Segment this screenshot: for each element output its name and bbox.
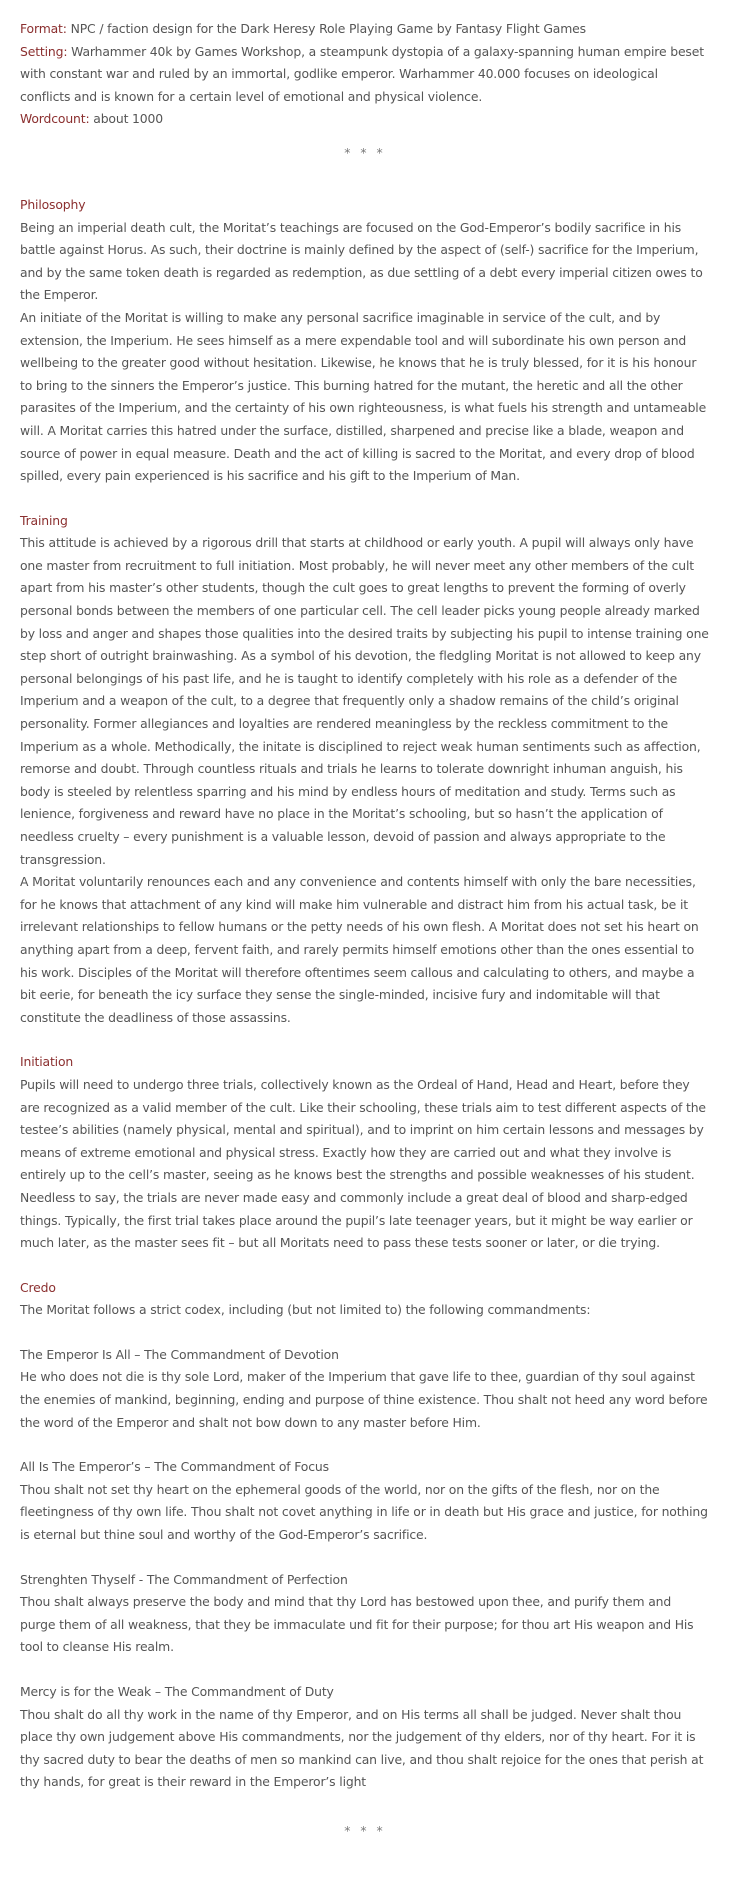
commandment-text: He who does not die is thy sole Lord, maker of the Imperium that gave life to thee, guardian of thy soul against the enemies of mankind, beginning, ending and purpose of thine existence. Thou shalt not heed any word before the word of the Emperor and shalt not bow down to any master before Him. [20, 1369, 708, 1430]
heading-philosophy: Philosophy [20, 196, 86, 212]
philosophy-paragraph: An initiate of the Moritat is willing to make any personal sacrifice imaginable in service of the cult, and by extension, the Imperium. He sees himself as a mere expendable tool and will subordinate his own person and wellbeing to the greater good without hesitation. Likewise, he knows that he is truly blessed, for it is his honour to bring to the sinners the Emperor’s justice. This burning hatred for the mutant, the heretic and all the other parasites of the Imperium, and the certainty of his own righteousness, is what fuels his strength and untameable will. A Moritat carries this hatred under the surface, distilled, sharpened and precise like a blade, weapon and source of power in equal measure. Death and the act of killing is sacred to the Moritat, and every drop of blood spilled, every pain experienced is his sacrifice and his gift to the Imperium of Man. [20, 309, 707, 484]
meta-block [20, 18, 710, 176]
format-line [20, 18, 710, 41]
commandment-perfection [20, 1569, 710, 1659]
philosophy-paragraph: Being an imperial death cult, the Moritat’s teachings are focused on the God-Emperor’s bodily sacrifice in his battle against Horus. As such, their doctrine is mainly defined by the aspect of (self-) sacrifice for the Imperium, and by the same token death is regarded as redemption, as due settling of a debt every imperial citizen owes to the Emperor. [20, 219, 703, 303]
section-philosophy [20, 194, 710, 488]
commandment-devotion [20, 1344, 710, 1434]
training-paragraph: A Moritat voluntarily renounces each and any convenience and contents himself with only the bare necessities, for he knows that attachment of any kind will make him vulnerable and distract him from his actual task, be it irrelevant relationships to fellow humans or the petty needs of his own flesh. A Moritat does not set his heart on anything apart from a deep, fervent faith, and rarely permits himself emotions other than the ones essential to his work. Disciples of the Moritat will therefore oftentimes seem callous and calculating to others, and maybe a bit eerie, for beneath the icy surface they sense the single-minded, incisive fury and indomitable will that constitute the deadliness of those assassins. [20, 874, 699, 1025]
separator-bottom: * * * [344, 1822, 386, 1838]
commandment-duty [20, 1681, 710, 1794]
commandment-title: All Is The Emperor’s – The Commandment of Focus [20, 1459, 329, 1475]
wordcount-value: about 1000 [89, 111, 163, 127]
format-value: NPC / faction design for the Dark Heresy Role Playing Game by Fantasy Flight Games [66, 21, 586, 36]
heading-credo: Credo [20, 1279, 56, 1295]
initiation-paragraph: Pupils will need to undergo three trials, collectively known as the Ordeal of Hand, Head and Heart, before they are recognized as a valid member of the cult. Like their schooling, these trials aim to test different aspects of the testee’s abilities (namely physical, mental and spiritual), and to imprint on him certain lessons and messages by means of extreme emotional and physical stress. Exactly how they are carried out and what they involve is entirely up to the cell’s master, seeing as he knows best the strengths and possible weaknesses of his student. Needless to say, the trials are never made easy and commonly include a great deal of blood and sharp-edged things. Typically, the first trial takes place around the pupil’s late teenager years, but it might be way earlier or much later, as the master sees fit – but all Moritats need to pass these tests sooner or later, or die trying. [20, 1076, 706, 1251]
setting-value: Warhammer 40k by Games Workshop, a steampunk dystopia of a galaxy-spanning human empire beset with constant war and ruled by an immortal, godlike emperor. Warhammer 40.000 focuses on ideological conflicts and is known for a certain level of emotional and physical violence. [20, 43, 704, 104]
commandment-focus [20, 1456, 710, 1546]
heading-initiation: Initiation [20, 1054, 74, 1070]
section-credo [20, 1277, 710, 1794]
commandment-title: Mercy is for the Weak – The Commandment of Duty [20, 1684, 334, 1699]
setting-label: Setting: [20, 43, 68, 59]
credo-intro: The Moritat follows a strict codex, including (but not limited to) the following commandments: [20, 1302, 591, 1318]
heading-training: Training [20, 512, 68, 528]
wordcount-label: Wordcount: [20, 111, 90, 127]
commandment-text: Thou shalt do all thy work in the name of thy Emperor, and on His terms all shall be judged. Never shalt thou place thy own judgement above His commandments, nor the judgement of thy elders, nor of thy heart. For it is thy sacred duty to bear the deaths of men so mankind can live, and thou shalt rejoice for the ones that perish at thy hands, for great is their reward in the Emperor’s light [20, 1706, 704, 1790]
commandment-title: The Emperor Is All – The Commandment of Devotion [20, 1346, 339, 1362]
training-paragraph: This attitude is achieved by a rigorous drill that starts at childhood or early youth. A pupil will always only have one master from recruitment to full initiation. Most probably, he will never meet any other members of the cult apart from his master’s other students, though the cult goes to great lengths to prevent the forming of overly personal bonds between the members of one particular cell. The cell leader picks young people already marked by loss and anger and shapes those qualities into the desired traits by subjecting his pupil to intense training one step short of outright brainwashing. As a symbol of his devotion, the fledgling Moritat is not allowed to keep any personal belongings of his past life, and he is taught to identify completely with his role as a defender of the Imperium and a weapon of the cult, to a degree that frequently only a shadow remains of the child’s original personality. Former allegiances and loyalties are rendered meaningless by the reckless commitment to the Imperium as a whole. Methodically, the initate is disciplined to reject weak human sentiments such as affection, remorse and doubt. Through countless rituals and trials he learns to tolerate downright inhuman anguish, his body is steeled by relentless sparring and his mind by endless hours of meditation and study. Terms such as lenience, forgiveness and reward have no place in the Moritat’s schooling, but so hasn’t the application of needless cruelty – every punishment is a valuable lesson, devoid of passion and always appropriate to the transgression. [20, 535, 709, 867]
commandment-title: Strenghten Thyself - The Commandment of Perfection [20, 1571, 348, 1587]
format-label: Format: [20, 21, 67, 36]
section-training [20, 510, 710, 1030]
wordcount-line [20, 108, 710, 131]
setting-line [20, 41, 710, 109]
section-initiation [20, 1051, 710, 1254]
separator-top: * * * [344, 144, 386, 160]
commandment-text: Thou shalt not set thy heart on the ephemeral goods of the world, nor on the gifts of the flesh, nor on the fleetingness of thy own life. Thou shalt not covet anything in life or in death but His grace and justice, for nothing is eternal but thine soul and worthy of the God-Emperor’s sacrifice. [20, 1481, 708, 1543]
commandment-text: Thou shalt always preserve the body and mind that thy Lord has bestowed upon thee, and purify them and purge them of all weakness, that they be immaculate und fit for their purpose; for thou art His weapon and His tool to cleanse His realm. [20, 1594, 694, 1655]
